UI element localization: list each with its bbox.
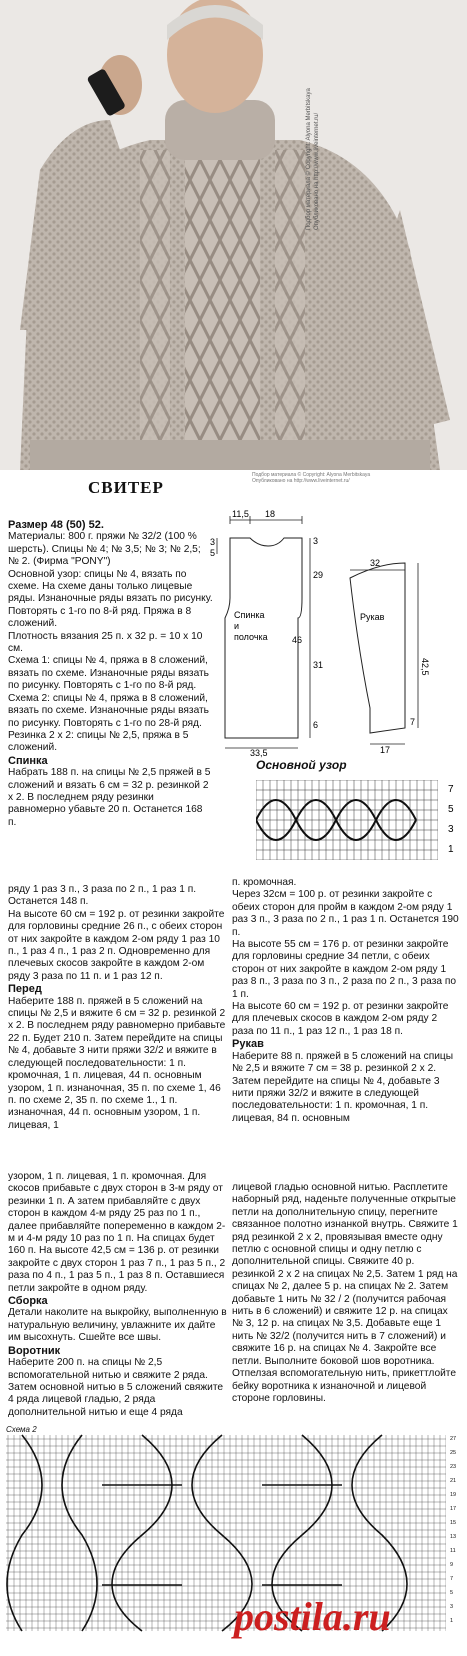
main-pattern-text: Основной узор: спицы № 4, вязать по схеме. На схеме даны только лицевые ряды. Изнаночные ряды вязать по рисунку. Повторять с 1-го по 8-й ряд. Пряжа в 8 сложений. (8, 568, 213, 630)
copyright-note (252, 472, 462, 484)
neckline-text: На высоте 55 см = 176 р. от резинки закройте для горловины средние 34 петли, с обеих сторон от них закройте в каждом 2-ом ряду 1 раз 8 п., 3 раза по 3 п., 2 раза по 2 п., 3 раза по 1 п. (232, 939, 457, 1000)
sleeve-dim-32: 32 (370, 558, 381, 568)
copyright-note-1: Подбор материала © Copyright: Alyona Merbitskaya (252, 472, 371, 478)
collar-cont-text: лицевой гладью основной нитью. Расплетите наборный ряд, наденьте полученные открытые петли на дополнительную спицу, перегните связанное полотно изнанкой внутрь. Свяжите 1 ряд резинкой 2 х 2, провязывая вместе одну петлю с основной спицы и одну петлю с дополнительной спицы. Свяжите 40 р. резинкой 2 х 2 на спицах № 2,5. Затем 1 ряд на спицах № 2, далее 5 р. на спицах № 2. Затем добавьте 1 нить № 32 / 2 (получится рабочая нить в 6 сложений) и свяжите 12 р. на спицах № 3, 12 р. на спицах № 3,5. Добавьте еще 1 нить № 32/2 (получится нить в 7 сложений) и свяжите 16 р. на спицах № 4. Закройте все петли. Выполните боковой шов воротника. Отпелзая вспомогательную нить, прикеттлойте бейку воротника к изнаночной и лицевой стороне горловины. (232, 1182, 458, 1404)
sleeve-heading: Рукав (232, 1038, 264, 1051)
main-pattern-heading: Основной узор (256, 758, 347, 772)
schema-2-row-numbers (450, 1436, 456, 1624)
shoulder-text: На высоте 60 см = 192 р. от резинки закройте для плечевых скосов в каждом 2-ом ряду 2 раза по 11 п., 1 раз 12 п., 1 раз 18 п. (232, 1001, 449, 1037)
dim-33-5: 33,5 (250, 748, 268, 758)
pattern-row-3: 3 (448, 824, 454, 835)
front-text: Наберите 188 п. пряжей в 5 сложений на спицы № 2,5 и вяжите 6 см = 32 р. резинкой 2 х 2. В последнем ряду равномерно прибавьте 22 п. Будет 210 п. Затем перейдите на спицы № 4, добавьте 3 нити пряжи 32/2 и вяжите в следующей последовательности: 1 п. кромочная, 1 п. лицевая, 44 п. основным узором, 1 п. изнаночная, 35 п. по схеме 1, 46 п. по схеме 2, 35 п. по схеме 1., 1 п. изнаночная, 44 п. основным узором, 1 п. лицевая, 1 (8, 995, 226, 1131)
armhole-text: Через 32см = 100 р. от резинки закройте с обеих сторон для пройм в каждом 2-ом ряду 1 раз 3 п., 3 раза по 2 п., 1 раз 1 п. Останется 190 п. (232, 889, 459, 938)
sleeve-dim-42-5: 42,5 (420, 658, 430, 676)
sleeve-dim-7: 7 (410, 717, 416, 727)
front-cont-text: п. кромочная. (232, 877, 297, 888)
dim-left-3: 3 (210, 537, 216, 547)
back-cont-text: ряду 1 раз 3 п., 3 раза по 2 п., 1 раз 1 п. Останется 148 п. (8, 884, 197, 908)
pattern-row-1: 1 (448, 844, 454, 855)
text-block-2b (232, 877, 460, 1125)
dim-right-29: 29 (313, 570, 324, 580)
dim-right-3: 3 (313, 536, 319, 546)
s2-row-17: 17 (450, 1506, 457, 1512)
collar-text: Наберите 200 п. на спицы № 2,5 вспомогательной нитью и свяжите 2 ряда. Затем основной нитью в 5 сложений свяжите 4 ряда лицевой гладью, 2 ряда дополнительной нитью и еще 4 ряда (8, 1357, 224, 1418)
sleeve-label: Рукав (360, 612, 385, 622)
back-heading: Спинка (8, 754, 48, 767)
pattern-row-5: 5 (448, 804, 454, 815)
page-title: СВИТЕР (88, 478, 164, 497)
back-label-2: и (234, 621, 240, 631)
rib-text: Резинка 2 х 2: спицы № 2,5, пряжа в 5 сложений. (8, 729, 189, 754)
scheme2-text: Схема 2: спицы № 4, пряжа в 8 сложений, вязать по схеме. Изнаночные ряды вязать по рисунку. Повторять с 1-го по 28-й ряд. (8, 692, 209, 729)
text-block-2a (8, 884, 228, 1132)
size-heading: Размер 48 (50) 52. (8, 519, 104, 531)
s2-row-19: 19 (450, 1492, 457, 1498)
scheme1-text: Схема 1: спицы № 4, пряжа в 8 сложений, вязать по схеме. Изнаночные ряды вязать по рисунку. Повторять с 1-го по 8-й ряд. (8, 655, 209, 692)
dim-right-31: 31 (313, 660, 324, 670)
schema-2-chart (2, 1425, 465, 1651)
s2-row-13: 13 (450, 1534, 457, 1540)
dim-left-5: 5 (210, 548, 216, 558)
sleeve-text: Наберите 88 п. пряжей в 5 сложений на спицы № 2,5 и вяжите 7 см = 38 р. резинкой 2 х 2. Затем перейдите на спицы № 4, добавьте 3 нити пряжи 32/2 и вяжите в следующей последовательности: 1 п. кромочная, 1 п. лицевая, 84 п. основным (232, 1050, 454, 1124)
s2-row-1: 1 (450, 1618, 454, 1624)
dim-18: 18 (265, 509, 276, 519)
s2-row-11: 11 (450, 1548, 456, 1554)
pattern-row-7: 7 (448, 784, 454, 795)
sleeve-dim-17: 17 (380, 745, 391, 755)
main-pattern-chart (256, 758, 466, 890)
s2-row-3: 3 (450, 1604, 454, 1610)
s2-row-25: 25 (450, 1450, 457, 1456)
assembly-heading: Сборка (8, 1295, 48, 1308)
sweater-photo (0, 0, 467, 470)
schema-2-label: Схема 2 (6, 1425, 37, 1434)
s2-row-9: 9 (450, 1562, 454, 1568)
dim-right-46: 46 (292, 635, 303, 645)
dim-right-6: 6 (313, 720, 319, 730)
s2-row-5: 5 (450, 1590, 454, 1596)
s2-row-21: 21 (450, 1478, 457, 1484)
photo-illustration (0, 0, 467, 470)
front-heading: Перед (8, 983, 42, 996)
text-block-3a (8, 1171, 228, 1419)
s2-row-15: 15 (450, 1520, 457, 1526)
assembly-text: Детали наколите на выкройку, выполненную в натуральную величину, увлажните их дайте им высохнуть. Сшейте все швы. (8, 1307, 227, 1344)
sleeve-cont-text: узором, 1 п. лицевая, 1 п. кромочная. Для скосов прибавьте с двух сторон в 3-м ряду от резинки 1 п. А затем прибавляйте с двух сторон в каждом 4-м ряду 25 раз по 1 п., далее прибавляйте попеременно в каждом 2-м и 4-м ряду 10 раз по 1 п. На спицах будет 160 п. На высоте 42,5 см = 136 р. от резинки закройте с двух сторон 1 раз 7 п., 1 раз 5 п., 2 раза по 4 п., 1 раз 5 п., 1 раз 8 п. Оставшиеся петли закройте в одном ряду. (8, 1171, 226, 1294)
materials-text: Материалы: 800 г. пряжи № 32/2 (100 % шерсть). Спицы № 4; № 3,5; № 3; № 2,5; № 2. (Фирма "PONY") (8, 531, 201, 568)
copyright-note-2: Опубликовано на http://www.liveinternet.ru/ (252, 478, 350, 484)
back-label-3: полочка (234, 632, 268, 642)
photo-watermark-1: Подбор материала © Copyright: Alyona Merbitskaya (306, 88, 312, 230)
s2-row-23: 23 (450, 1464, 457, 1470)
dim-11-5: 11,5 (232, 509, 249, 519)
collar-heading: Воротник (8, 1344, 61, 1357)
back-text: Набрать 188 п. на спицы № 2,5 пряжей в 5 сложений и вязать 6 см = 32 р. резинкой 2 х 2. В последнем ряду резинки равномерно убавьте 20 п. Останется 168 п. (8, 767, 211, 828)
postila-watermark: postila.ru (234, 1594, 391, 1639)
back-neck-text: На высоте 60 см = 192 р. от резинки закройте для горловины средние 26 п., с обеих сторон от них закройте в каждом 2-ом ряду 1 раз 10 п., 1 раз 4 п., 1 раз 2 п. Одновременно для плечевых скосов закройте в каждом 2-ом ряду 3 раза по 11 п. и 1 раз 12 п. (8, 908, 225, 982)
s2-row-27: 27 (450, 1436, 457, 1442)
photo-watermark-2: Опубликовано на http://www.liveinternet.ru/ (314, 112, 320, 230)
s2-row-7: 7 (450, 1576, 454, 1582)
density-text: Плотность вязания 25 п. х 32 р. = 10 х 10 см. (8, 630, 203, 655)
text-block-3b (232, 1182, 460, 1405)
back-label-1: Спинка (234, 610, 265, 620)
intro-column (8, 519, 216, 829)
pattern-diagram (210, 508, 465, 758)
